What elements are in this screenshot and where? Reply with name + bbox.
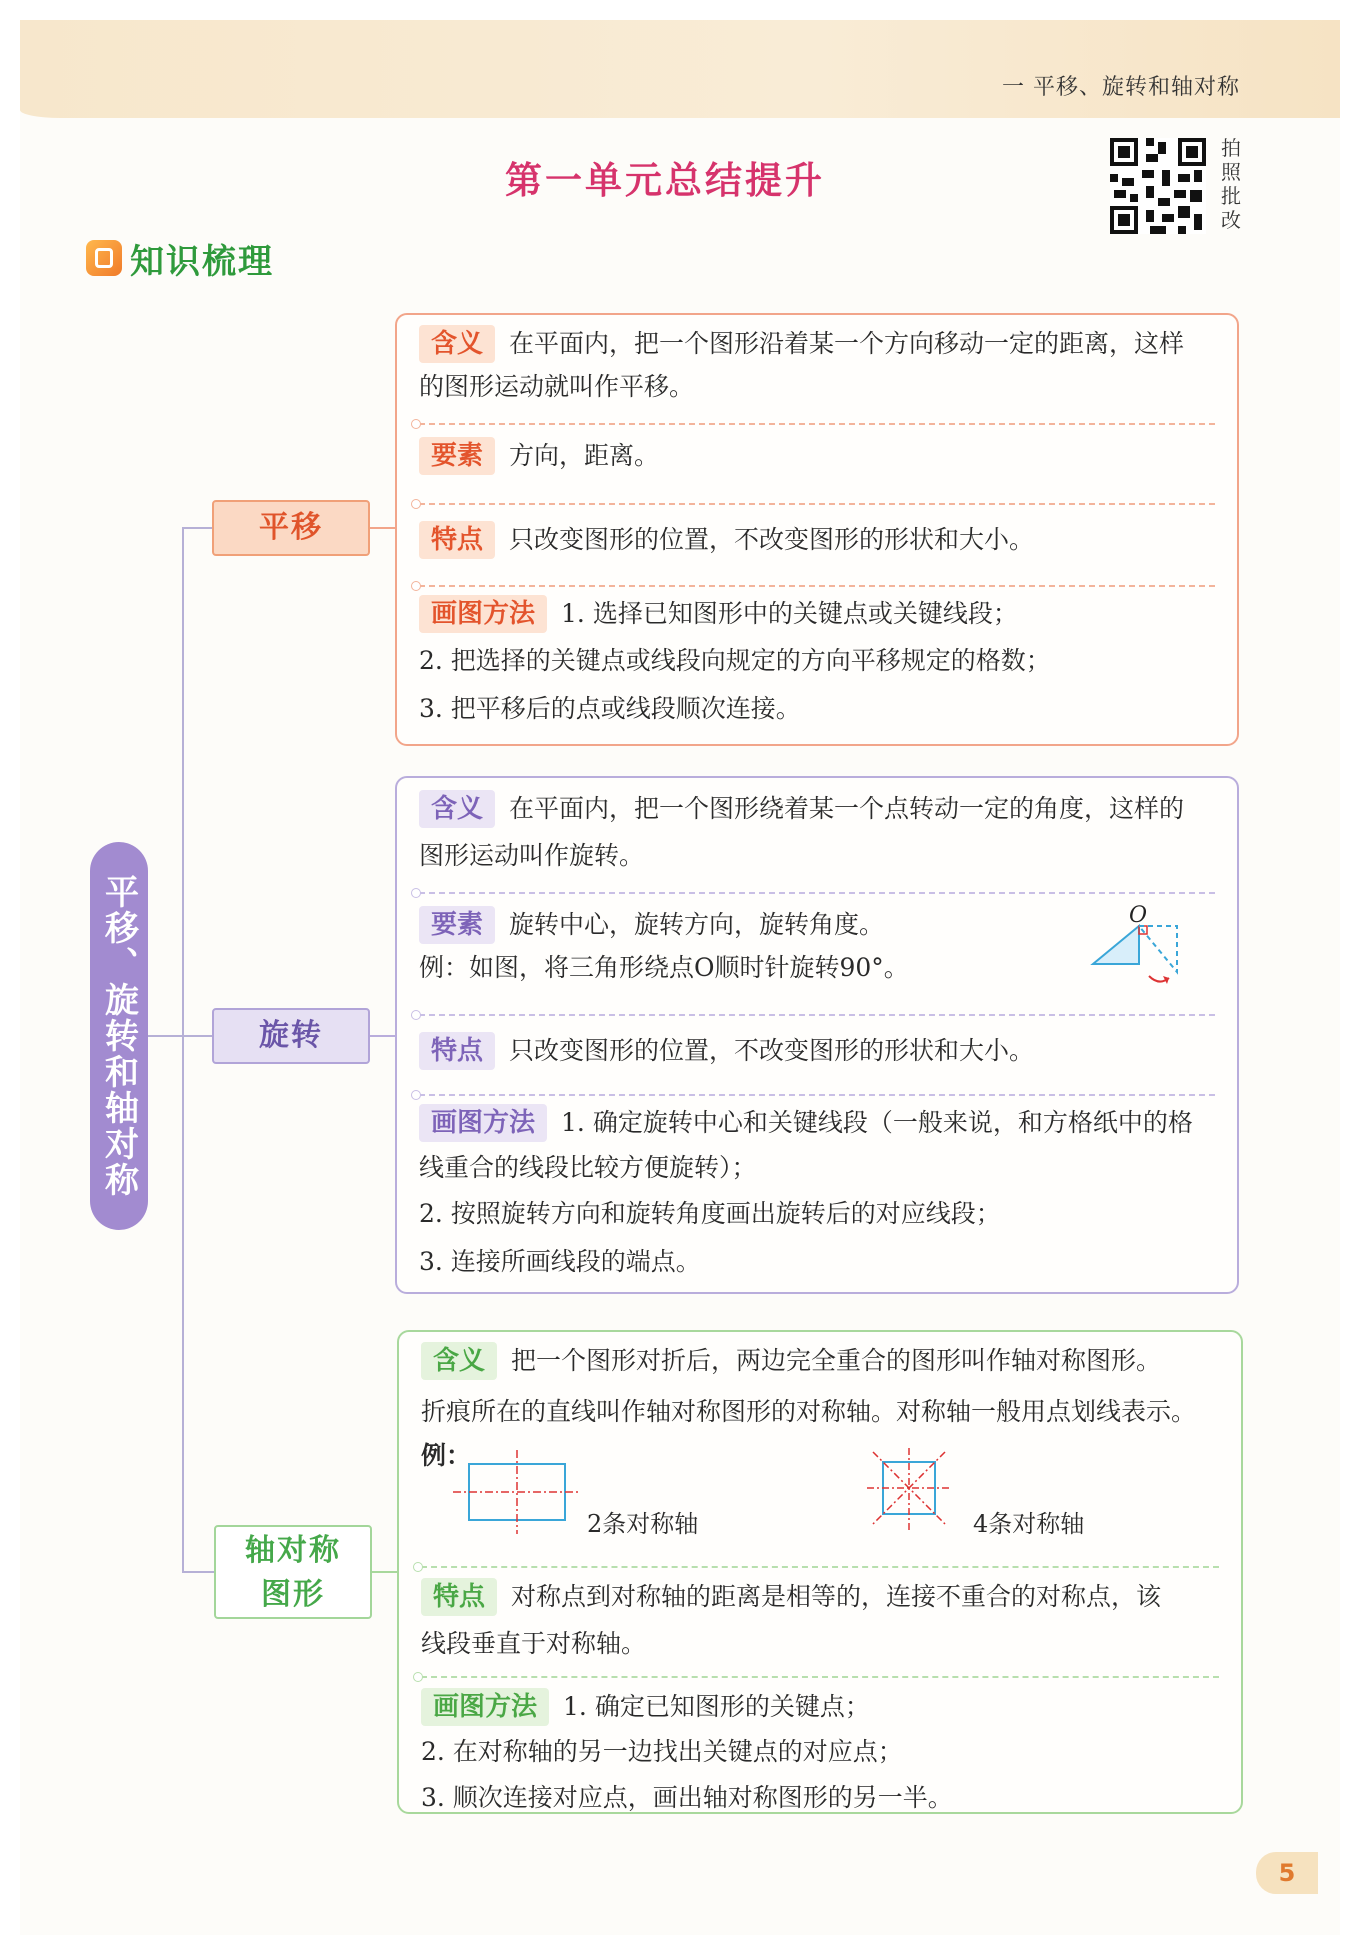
xuanzhuan-meaning-text-1: 在平面内，把一个图形绕着某一个点转动一定的角度，这样的 (509, 794, 1185, 823)
tag-elements: 要素 (419, 906, 495, 944)
tag-elements: 要素 (419, 437, 495, 475)
pingyi-method-3: 3. 把平移后的点或线段顺次连接。 (419, 694, 801, 723)
tree-trunk-line (182, 527, 184, 1573)
divider (419, 503, 1215, 505)
branch-node-pingyi: 平移 (212, 500, 370, 556)
branch-node-xuanzhuan: 旋转 (212, 1008, 370, 1064)
zhou-feature (421, 1578, 1221, 1662)
tag-meaning: 含义 (419, 325, 495, 363)
tag-method: 画图方法 (421, 1688, 549, 1726)
pingyi-method-1: 1. 选择已知图形中的关键点或关键线段； (561, 599, 1018, 628)
leaf-line-pingyi (370, 527, 395, 529)
xuanzhuan-method (419, 1104, 1217, 1280)
qr-caption: 拍照批改 (1221, 136, 1241, 232)
branch-node-zhou-line2: 图形 (261, 1577, 325, 1612)
zhou-method (421, 1688, 1221, 1816)
rotation-diagram (1087, 894, 1217, 1004)
pingyi-method (419, 595, 1217, 727)
main-topic-label: 平移、旋转和轴对称 (98, 874, 139, 1198)
page-number: 5 (1256, 1852, 1318, 1894)
branch-line-xuanzhuan (182, 1035, 212, 1037)
point-o-label: O (1129, 903, 1148, 928)
leaf-line-zhou (372, 1571, 397, 1573)
tag-method: 画图方法 (419, 595, 547, 633)
xuanzhuan-elements-text: 旋转中心，旋转方向，旋转角度。 (509, 910, 885, 939)
qr-code-icon[interactable] (1110, 138, 1206, 234)
xuanzhuan-box (395, 776, 1239, 1294)
pingyi-box (395, 313, 1239, 746)
pingyi-meaning (419, 325, 1217, 405)
trunk-link-line (148, 1035, 182, 1037)
pingyi-feature (419, 521, 1217, 559)
tag-feature: 特点 (419, 1032, 495, 1070)
divider (419, 423, 1215, 425)
pingyi-elements-text: 方向，距离。 (509, 441, 660, 470)
rect-axis-caption: 2条对称轴 (587, 1510, 699, 1538)
branch-line-pingyi (182, 527, 212, 529)
section-label: 知识梳理 (130, 241, 274, 282)
xuanzhuan-meaning (419, 790, 1217, 874)
zhou-meaning-text-2: 折痕所在的直线叫作轴对称图形的对称轴。对称轴一般用点划线表示。 (421, 1397, 1197, 1426)
triangle-rotated (1139, 926, 1177, 972)
tag-method: 画图方法 (419, 1104, 547, 1142)
square-axis-caption: 4条对称轴 (973, 1510, 1085, 1538)
xuanzhuan-meaning-text-2: 图形运动叫作旋转。 (419, 841, 645, 870)
zhou-box (397, 1330, 1243, 1814)
header-band (20, 20, 1340, 118)
tag-meaning: 含义 (419, 790, 495, 828)
tag-meaning: 含义 (421, 1342, 497, 1380)
xuanzhuan-method-1b: 线重合的线段比较方便旋转）； (419, 1153, 757, 1182)
main-topic-pill (90, 842, 148, 1230)
tag-feature: 特点 (421, 1578, 497, 1616)
branch-line-zhou (182, 1571, 214, 1573)
pingyi-feature-text: 只改变图形的位置，不改变图形的形状和大小。 (509, 525, 1035, 554)
page-title: 第一单元总结提升 (505, 159, 825, 202)
branch-node-zhou-line1: 轴对称 (245, 1533, 341, 1568)
section-header (86, 236, 274, 280)
chapter-title: 一 平移、旋转和轴对称 (1002, 75, 1240, 100)
divider (421, 1566, 1219, 1568)
symmetry-rect-diagram (449, 1446, 579, 1536)
zhou-example-label: 例： (421, 1441, 472, 1470)
zhou-method-1: 1. 确定已知图形的关键点； (563, 1692, 870, 1721)
xuanzhuan-example: 例：如图，将三角形绕点O顺时针旋转90°。 (419, 953, 909, 982)
divider (419, 1094, 1215, 1096)
pingyi-method-2: 2. 把选择的关键点或线段向规定的方向平移规定的格数； (419, 646, 1051, 675)
pingyi-elements (419, 437, 1217, 475)
notebook-icon (86, 240, 122, 276)
divider (421, 1676, 1219, 1678)
zhou-method-3: 3. 顺次连接对应点，画出轴对称图形的另一半。 (421, 1783, 953, 1812)
pingyi-meaning-text-1: 在平面内，把一个图形沿着某一个方向移动一定的距离，这样 (509, 329, 1185, 358)
zhou-method-2: 2. 在对称轴的另一边找出关键点的对应点； (421, 1737, 903, 1766)
zhou-feature-text-1: 对称点到对称轴的距离是相等的，连接不重合的对称点，该 (511, 1582, 1162, 1611)
branch-node-zhou (214, 1525, 372, 1619)
zhou-meaning-text-1: 把一个图形对折后，两边完全重合的图形叫作轴对称图形。 (511, 1346, 1162, 1375)
pingyi-meaning-text-2: 的图形运动就叫作平移。 (419, 372, 695, 401)
leaf-line-xuanzhuan (370, 1035, 395, 1037)
xuanzhuan-feature (419, 1032, 1217, 1070)
symmetry-square-diagram (859, 1444, 959, 1534)
xuanzhuan-method-2: 2. 按照旋转方向和旋转角度画出旋转后的对应线段； (419, 1199, 1001, 1228)
tag-feature: 特点 (419, 521, 495, 559)
xuanzhuan-method-1: 1. 确定旋转中心和关键线段（一般来说，和方格纸中的格 (561, 1108, 1193, 1137)
divider (419, 1014, 1215, 1016)
zhou-feature-text-2: 线段垂直于对称轴。 (421, 1629, 647, 1658)
xuanzhuan-method-3: 3. 连接所画线段的端点。 (419, 1247, 701, 1276)
xuanzhuan-feature-text: 只改变图形的位置，不改变图形的形状和大小。 (509, 1036, 1035, 1065)
divider (419, 585, 1215, 587)
triangle-original (1093, 926, 1139, 964)
